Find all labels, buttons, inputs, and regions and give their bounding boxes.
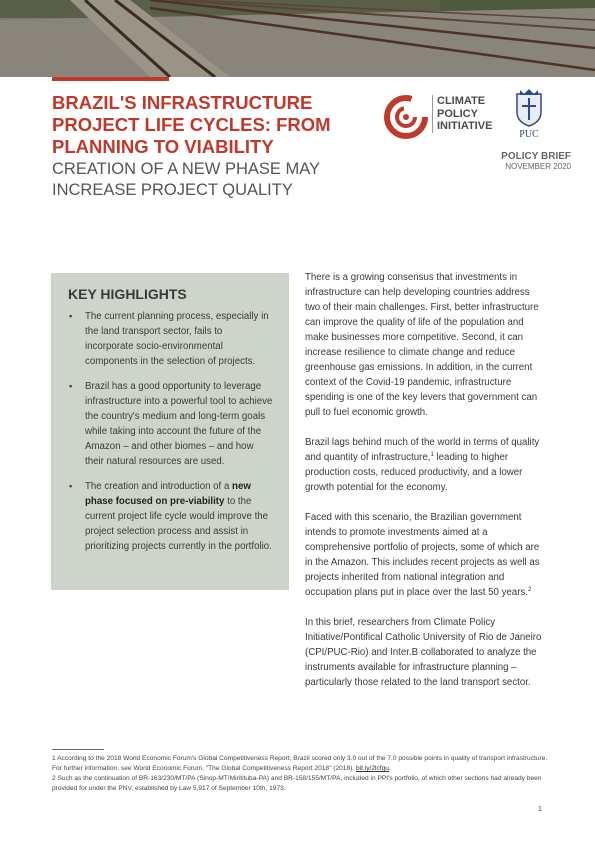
- footnotes: [52, 754, 552, 794]
- square-bullet-icon: ▪: [69, 481, 73, 491]
- footnote-1-link[interactable]: bit.ly/2lcfgu: [355, 765, 389, 772]
- cpi-line-1: CLIMATE: [437, 95, 486, 107]
- footnote-ref-2[interactable]: 2: [527, 586, 532, 593]
- highlight-emphasis: new phase focused on pre-viability: [85, 481, 251, 507]
- page-number: 1: [537, 804, 542, 813]
- footnote-1: 1 According to the 2018 World Economic Forum's Global Competitiveness Report, Brazil scored only 3.0 out of the 7.0 possible points in quality of transport infrastructure. For further information, see World Economic Forum, "The Global Competitiveness Report 2018" (2018). bit.ly/2lcfgu.: [52, 755, 548, 772]
- square-bullet-icon: ▪: [69, 311, 73, 321]
- cpi-wordmark: [432, 95, 507, 133]
- cpi-swirl-logo: [382, 92, 430, 140]
- highlight-item-2: ▪ Brazil has a good opportunity to leverage infrastructure into a powerful tool to achieve the country's medium and long-term goals while taking into account the future of the Amazon – and other biomes – and how their natural resources are used.: [69, 381, 273, 467]
- highlights-list: [65, 309, 273, 564]
- doc-date: NOVEMBER 2020: [505, 162, 571, 171]
- cpi-line-3: INITIATIVE: [437, 120, 493, 132]
- puc-crest-logo: [512, 86, 546, 140]
- square-bullet-icon: ▪: [69, 381, 73, 391]
- highlight-item-3: ▪ The creation and introduction of a new phase focused on pre-viability to the current project life cycle would improve the project selection process and assist in prioritizing projects currently in the portfolio.: [69, 481, 272, 552]
- footnote-divider: [52, 749, 104, 750]
- document-subtitle: CREATION OF A NEW PHASE MAY INCREASE PROJECT QUALITY: [52, 160, 320, 199]
- highlight-item-1: ▪ The current planning process, especially in the land transport sector, fails to incorporate socio-environmental components in the selection of projects.: [69, 311, 269, 367]
- key-highlights-box: [51, 273, 289, 590]
- body-paragraph-1: There is a growing consensus that investments in infrastructure can help developing countries address two of their main challenges. First, better infrastructure can improve the quality of life of the population and make businesses more competitive. Second, it can increase resilience to climate change and reduce greenhouse gas emissions. In addition, in the current context of the Covid-19 pandemic, infrastructure spending is one of the key levers that government can pull to fuel economic growth.: [305, 272, 539, 418]
- puc-label: PUC: [519, 129, 539, 140]
- body-paragraph-3: Faced with this scenario, the Brazilian government intends to promote investments aimed at a comprehensive portfolio of projects, some of which are in the Amazon. This includes recent projects as well as projects inherited from national integration and occupation plans put in place over the last 50 years.$^2$: [305, 512, 540, 598]
- body-paragraph-2: Brazil lags behind much of the world in terms of quality and quantity of infrastructure,$^1$ leading to higher production costs, reduced productivity, and a lower growth potential for the economy.: [305, 437, 540, 493]
- cpi-line-2: POLICY: [437, 107, 478, 120]
- doc-type-label: POLICY BRIEF: [501, 151, 571, 162]
- body-paragraph-4: In this brief, researchers from Climate Policy Initiative/Pontifical Catholic University of Rio de Janeiro (CPI/PUC-Rio) and Inter.B collaborated to analyze the instruments available for infrastructure planning – particularly those related to the land transport sector.: [305, 617, 542, 688]
- footnote-2: 2 Such as the continuation of BR-163/230/MT/PA (Sinop-MT/Miritituba-PA) and BR-158/155/MT/PA, included in PPI's portfolio, of which other sections had already been provided for under the PNV, established by Law 5,917 of September 10th, 1973.: [52, 775, 542, 792]
- document-title: BRAZIL'S INFRASTRUCTURE PROJECT LIFE CYCLES: FROM PLANNING TO VIABILITY: [52, 92, 331, 157]
- hero-railway-photo: [0, 0, 595, 77]
- key-highlights-heading: KEY HIGHLIGHTS: [68, 286, 187, 302]
- body-column: [305, 270, 545, 705]
- footnote-ref-1[interactable]: 1: [430, 451, 434, 458]
- title-accent-bar: [52, 77, 169, 81]
